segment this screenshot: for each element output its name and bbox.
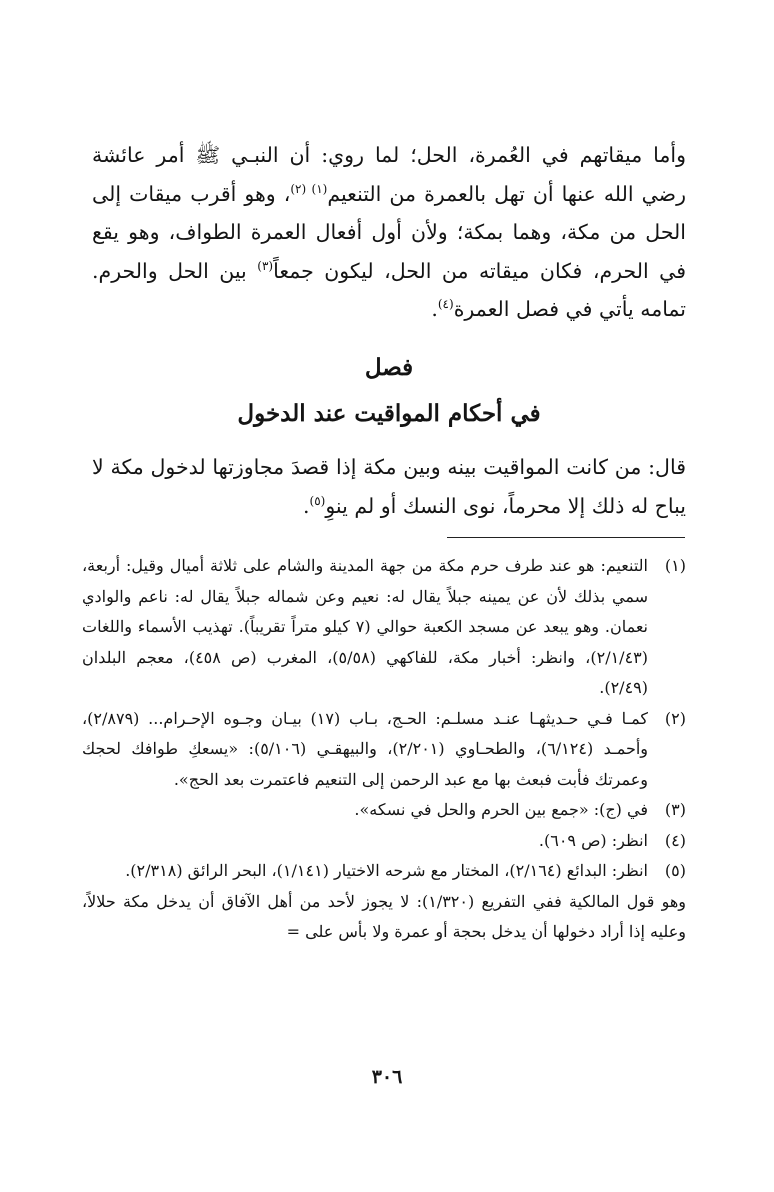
section-title: فصل bbox=[364, 354, 414, 381]
footnote-continuation: وهو قول المالكية ففي التفريع (١/٣٢٠): لا يجوز لأحد من أهل الآفاق أن يدخل مكة حلالاً، وعليه إذا أراد دخولها أن يدخل بحجة أو عمرة ولا بأس على = bbox=[82, 891, 686, 941]
main-text-part: وأما ميقاتهم في العُمرة، الحل؛ لما روي: أن النبـي ﷺ أمر عائشة رضي الله عنها أن تهل بالعمرة من التنعيم bbox=[92, 143, 686, 206]
footnote-3 bbox=[82, 795, 686, 826]
second-paragraph bbox=[92, 448, 686, 525]
main-text-part: بين الحل والحرم. تمامه يأتي في فصل العمرة bbox=[92, 258, 686, 321]
footnote-separator bbox=[447, 537, 685, 538]
footnote-ref[interactable]: (٤) bbox=[437, 297, 454, 312]
page-number: ٣٠٦ bbox=[371, 1066, 403, 1088]
footnote-5 bbox=[82, 856, 686, 887]
footnote-number: (٢) bbox=[664, 708, 686, 728]
footnote-4 bbox=[82, 826, 686, 857]
second-paragraph-text: قال: من كانت المواقيت بينه وبين مكة إذا قصدَ مجاوزتها لدخول مكة لا يباح له ذلك إلا محرماً، نوى النسك أو لم ينوِ bbox=[92, 455, 686, 518]
footnote-ref[interactable]: (٣) bbox=[257, 258, 274, 273]
main-paragraph-text bbox=[92, 136, 686, 329]
second-paragraph-end: . bbox=[302, 493, 310, 518]
footnote-number: (١) bbox=[664, 556, 686, 575]
main-paragraph bbox=[92, 136, 686, 329]
footnote-2 bbox=[82, 704, 686, 796]
footnote-number: (٤) bbox=[664, 830, 686, 850]
footnote-number: (٣) bbox=[664, 800, 686, 819]
footnotes bbox=[82, 551, 686, 948]
section-subtitle: في أحكام المواقيت عند الدخول bbox=[237, 400, 541, 427]
footnote-text: في (ج): «جمع بين الحرم والحل في نسكه». bbox=[354, 800, 648, 819]
footnote-number: (٥) bbox=[664, 861, 686, 880]
main-text-part: ، وهو أقرب ميقات إلى الحل من مكة، وهما بمكة؛ ولأن أول أفعال العمرة الطواف، وهو يقع في الحرم، فكان ميقاته من الحل، ليكون جمعاً bbox=[92, 181, 687, 283]
footnote-ref[interactable]: (١) (٢) bbox=[290, 181, 328, 196]
main-text-part: . bbox=[431, 297, 438, 321]
footnote-text: انظر: البدائع (٢/١٦٤)، المختار مع شرحه الاختيار (١/١٤١)، البحر الرائق (٢/٣١٨). bbox=[125, 861, 648, 880]
footnote-ref[interactable]: (٥) bbox=[309, 493, 326, 508]
footnote-1 bbox=[82, 551, 686, 704]
footnote-text: انظر: (ص ٦٠٩). bbox=[538, 830, 648, 850]
footnote-text: كمـا فـي حـديثهـا عنـد مسلـم: الحـج، بـاب (١٧) بيـان وجـوه الإحـرام... (٢/٨٧٩)، وأحمـد (٦/١٢٤)، والطحـاوي (٢/٢٠١)، والبيهقـي (٥/١٠٦): «يسعكِ طوافك لحجك وعمرتك فأبت فبعث بها مع عبد الرحمن إلى التنعيم فاعتمرت بعد الحج». bbox=[82, 708, 649, 789]
footnote-text: التنعيم: هو عند طرف حرم مكة من جهة المدينة والشام على ثلاثة أميال وقيل: أربعة، سمي بذلك لأن عن يمينه جبلاً يقال له: نعيم وعن شماله جبلاً يقال له: ناعم والوادي نعمان. وهو يبعد عن مسجد الكعبة حوالي (٧ كيلو متراً تقريباً). تهذيب الأسماء واللغات (٢/١/٤٣)، وانظر: أخبار مكة، للفاكهي (٥/٥٨)، المغرب (ص ٤٥٨)، معجم البلدان (٢/٤٩). bbox=[82, 556, 648, 697]
